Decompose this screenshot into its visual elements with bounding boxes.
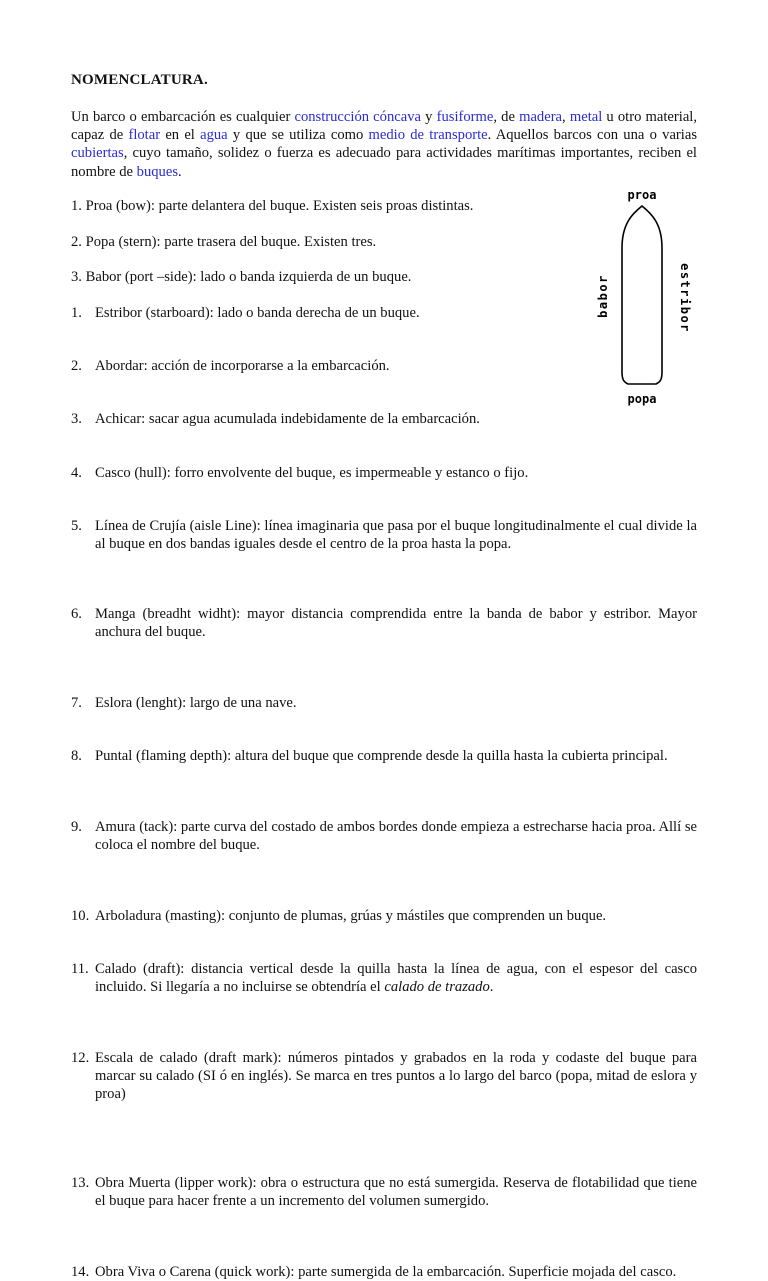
- item-number: 1.: [71, 198, 82, 214]
- intro-text: y: [421, 109, 437, 125]
- link-fusiforme[interactable]: fusiforme: [436, 109, 494, 125]
- list-item: [71, 694, 697, 712]
- item-text: Eslora (lenght): largo de una nave.: [95, 695, 297, 711]
- intro-text: ,: [562, 109, 570, 125]
- list-item: [71, 464, 697, 482]
- label-popa: popa: [627, 392, 657, 406]
- item-number: 12.: [71, 1050, 90, 1066]
- item-text: Achicar: sacar agua acumulada indebidamente de la embarcación.: [95, 411, 480, 427]
- item-text: Puntal (flaming depth): altura del buque que comprende desde la quilla hasta la cubierta principal.: [95, 748, 668, 764]
- label-babor: babor: [596, 274, 610, 318]
- item-number: 14.: [71, 1264, 90, 1280]
- item-text: Calado (draft): distancia vertical desde la quilla hasta la línea de agua, con el espesor del casco incluido. Si llegaría a no incluirse se obtendría el: [95, 961, 697, 995]
- list-item: [71, 1174, 697, 1210]
- ship-diagram: [588, 184, 698, 410]
- intro-text: . Aquellos barcos con una o varias: [487, 127, 697, 144]
- item-text: Estribor (starboard): lado o banda derecha de un buque.: [95, 305, 420, 321]
- link-metal[interactable]: metal: [569, 109, 603, 125]
- list-item: [71, 197, 591, 215]
- list-item: [71, 605, 697, 641]
- ship-outline-svg: [588, 184, 698, 410]
- item-number: 3.: [71, 411, 82, 427]
- intro-text: y que se utiliza como: [227, 127, 369, 144]
- item-text: Arboladura (masting): conjunto de plumas, grúas y mástiles que comprenden un buque.: [95, 908, 607, 924]
- list-item: [71, 357, 615, 375]
- link-agua[interactable]: agua: [200, 127, 228, 144]
- list-item: [71, 410, 615, 428]
- list-item: [71, 1263, 697, 1281]
- item-number: 3.: [71, 269, 82, 285]
- item-number: 2.: [71, 234, 82, 250]
- intro-text: , de: [493, 109, 520, 125]
- item-number: 13.: [71, 1175, 90, 1191]
- link-medio-de-transporte[interactable]: medio de transporte: [368, 127, 488, 144]
- item-number: 10.: [71, 908, 90, 924]
- item-emphasis: calado de trazado: [384, 979, 490, 995]
- intro-text: en el: [160, 127, 201, 144]
- item-text: Escala de calado (draft mark): números pintados y grabados en la roda y codaste del buque para marcar su calado (SI ó en inglés). Se marca en tres puntos a lo largo del barco (popa, mitad de eslora y proa): [95, 1050, 697, 1102]
- list-item: [71, 304, 615, 322]
- item-number: 2.: [71, 358, 82, 374]
- intro-text: Un barco o embarcación es cualquier: [71, 109, 295, 125]
- list-item: [71, 233, 591, 251]
- link-flotar[interactable]: flotar: [128, 127, 161, 144]
- label-estribor: estribor: [678, 263, 692, 333]
- intro-text: u otro material, capaz de: [71, 109, 698, 144]
- item-text: Babor (port –side): lado o banda izquierda de un buque.: [85, 269, 412, 285]
- list-item: [71, 960, 697, 996]
- item-number: 4.: [71, 465, 82, 481]
- list-item: [71, 907, 697, 925]
- list-item: [71, 268, 591, 286]
- list-item: [71, 1049, 697, 1103]
- item-text: Obra Muerta (lipper work): obra o estructura que no está sumergida. Reserva de flotabilidad que tiene el buque para hacer frente a un incremento del volumen sumergido.: [95, 1175, 697, 1209]
- list-item: [71, 517, 697, 553]
- item-number: 8.: [71, 748, 82, 764]
- page-title: NOMENCLATURA.: [71, 72, 208, 88]
- intro-text: .: [178, 163, 182, 180]
- item-text: Obra Viva o Carena (quick work): parte sumergida de la embarcación. Superficie mojada del casco.: [95, 1264, 677, 1280]
- item-number: 5.: [71, 518, 82, 534]
- item-text: Proa (bow): parte delantera del buque. Existen seis proas distintas.: [85, 198, 474, 214]
- item-number: 11.: [71, 961, 89, 977]
- item-number: 9.: [71, 819, 82, 835]
- link-madera[interactable]: madera: [519, 109, 563, 125]
- item-text: Línea de Crujía (aisle Line): línea imaginaria que pasa por el buque longitudinalmente el cual divide la al buque en dos bandas iguales desde el centro de la proa hasta la popa.: [95, 518, 697, 552]
- link-construccion-concava[interactable]: construcción cóncava: [294, 109, 421, 125]
- link-cubiertas[interactable]: cubiertas: [71, 145, 124, 162]
- item-text: Amura (tack): parte curva del costado de ambos bordes donde empieza a estrecharse hacia proa. Allí se coloca el nombre del buque.: [95, 819, 697, 853]
- list-item: [71, 818, 697, 854]
- item-text: Manga (breadht widht): mayor distancia comprendida entre la banda de babor y estribor. Mayor anchura del buque.: [95, 606, 697, 640]
- item-text-tail: .: [489, 979, 494, 995]
- intro-paragraph: [71, 108, 697, 181]
- item-text: Abordar: acción de incorporarse a la embarcación.: [95, 358, 390, 374]
- ship-hull-outline: [622, 206, 662, 384]
- list-item: [71, 747, 697, 765]
- item-text: Popa (stern): parte trasera del buque. Existen tres.: [85, 234, 377, 250]
- item-number: 7.: [71, 695, 82, 711]
- item-number: 1.: [71, 305, 82, 321]
- intro-text: , cuyo tamaño, solidez o fuerza es adecuado para actividades marítimas importantes, reciben el nombre de: [71, 145, 697, 180]
- item-number: 6.: [71, 606, 82, 622]
- link-buques[interactable]: buques: [136, 163, 179, 180]
- label-proa: proa: [627, 188, 657, 202]
- item-text: Casco (hull): forro envolvente del buque, es impermeable y estanco o fijo.: [95, 465, 529, 481]
